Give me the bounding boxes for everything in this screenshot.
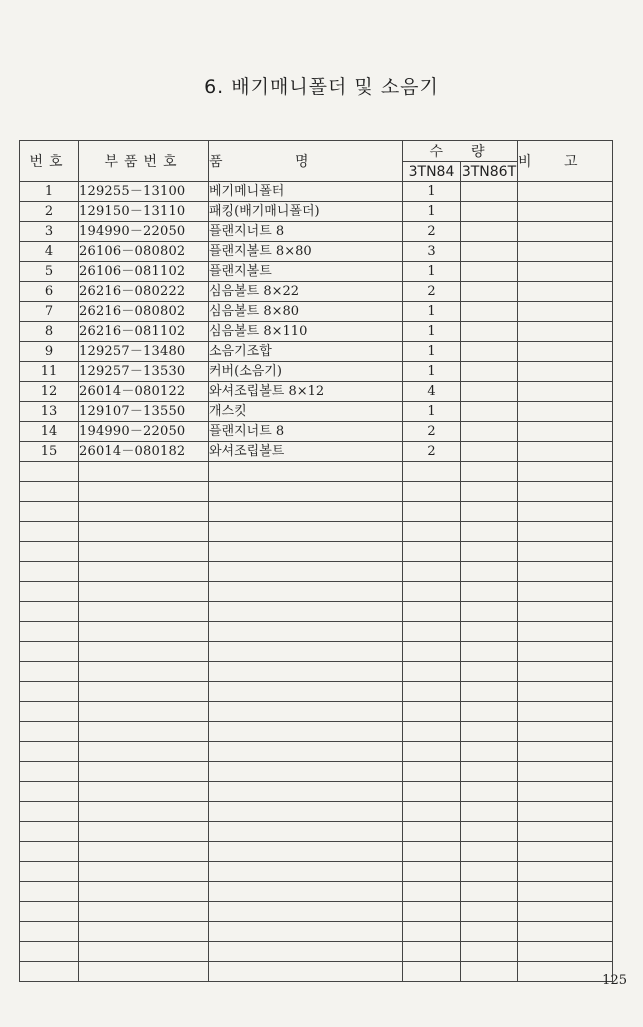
table-row: [20, 242, 613, 262]
cell-qty-3tn86t: [461, 822, 518, 842]
cell-part-number: [79, 802, 209, 822]
cell-remark: [518, 342, 613, 362]
cell-qty-3tn84: [403, 862, 461, 882]
cell-qty-3tn84: [403, 642, 461, 662]
cell-remark: [518, 262, 613, 282]
cell-part-number: 129257－13480: [79, 342, 209, 362]
cell-qty-3tn86t: [461, 642, 518, 662]
cell-no: 6: [20, 282, 79, 302]
cell-part-name: [209, 682, 403, 702]
cell-remark: [518, 422, 613, 442]
cell-remark: [518, 882, 613, 902]
header-no: 번호: [20, 141, 79, 182]
cell-part-name: [209, 962, 403, 982]
cell-qty-3tn84: [403, 582, 461, 602]
cell-remark: [518, 542, 613, 562]
cell-qty-3tn86t: [461, 702, 518, 722]
cell-part-number: [79, 682, 209, 702]
cell-part-name: 플랜지볼트 8×80: [209, 242, 403, 262]
cell-part-name: [209, 522, 403, 542]
cell-qty-3tn84: [403, 682, 461, 702]
table-row-empty: [20, 742, 613, 762]
cell-part-number: 26216－081102: [79, 322, 209, 342]
cell-no: [20, 882, 79, 902]
cell-qty-3tn86t: [461, 742, 518, 762]
cell-qty-3tn84: 1: [403, 302, 461, 322]
cell-no: [20, 762, 79, 782]
cell-part-number: [79, 642, 209, 662]
cell-qty-3tn86t: [461, 662, 518, 682]
header-part-name-b: 명: [295, 154, 309, 170]
table-row: [20, 182, 613, 202]
cell-remark: [518, 402, 613, 422]
cell-part-name: 심음볼트 8×80: [209, 302, 403, 322]
cell-part-number: [79, 822, 209, 842]
cell-remark: [518, 822, 613, 842]
cell-no: 7: [20, 302, 79, 322]
cell-part-number: 129150－13110: [79, 202, 209, 222]
cell-part-number: [79, 662, 209, 682]
cell-part-name: [209, 582, 403, 602]
cell-part-name: [209, 902, 403, 922]
cell-part-number: [79, 762, 209, 782]
cell-qty-3tn84: [403, 922, 461, 942]
cell-qty-3tn84: [403, 462, 461, 482]
cell-part-name: 심음볼트 8×22: [209, 282, 403, 302]
cell-qty-3tn84: [403, 782, 461, 802]
table-row-empty: [20, 582, 613, 602]
cell-part-number: [79, 782, 209, 802]
cell-part-name: [209, 482, 403, 502]
table-row: [20, 382, 613, 402]
cell-remark: [518, 602, 613, 622]
header-remark-b: 고: [564, 154, 578, 170]
cell-part-number: 26106－081102: [79, 262, 209, 282]
cell-remark: [518, 502, 613, 522]
cell-part-number: [79, 942, 209, 962]
cell-qty-3tn86t: [461, 182, 518, 202]
cell-remark: [518, 782, 613, 802]
cell-no: [20, 722, 79, 742]
table-row-empty: [20, 862, 613, 882]
table-row: [20, 442, 613, 462]
cell-qty-3tn84: [403, 902, 461, 922]
cell-part-number: [79, 462, 209, 482]
cell-no: [20, 582, 79, 602]
table-row: [20, 342, 613, 362]
cell-part-number: [79, 862, 209, 882]
cell-part-name: [209, 462, 403, 482]
table-row-empty: [20, 722, 613, 742]
cell-part-name: [209, 662, 403, 682]
cell-part-name: [209, 782, 403, 802]
header-part-name: [209, 141, 403, 182]
cell-remark: [518, 182, 613, 202]
cell-qty-3tn86t: [461, 922, 518, 942]
table-row-empty: [20, 842, 613, 862]
cell-qty-3tn86t: [461, 762, 518, 782]
cell-part-number: [79, 902, 209, 922]
cell-qty-3tn86t: [461, 422, 518, 442]
cell-remark: [518, 582, 613, 602]
table-row-empty: [20, 902, 613, 922]
cell-part-name: 와셔조립볼트: [209, 442, 403, 462]
cell-no: [20, 542, 79, 562]
table-row-empty: [20, 502, 613, 522]
cell-no: [20, 842, 79, 862]
cell-qty-3tn86t: [461, 302, 518, 322]
cell-qty-3tn86t: [461, 282, 518, 302]
cell-remark: [518, 322, 613, 342]
table-row-empty: [20, 662, 613, 682]
cell-remark: [518, 642, 613, 662]
cell-qty-3tn84: [403, 602, 461, 622]
cell-remark: [518, 482, 613, 502]
cell-part-number: [79, 742, 209, 762]
header-model-3tn86t: 3TN86T: [461, 163, 517, 180]
table-row-empty: [20, 642, 613, 662]
cell-part-name: 베기메니폴터: [209, 182, 403, 202]
cell-part-number: 26014－080182: [79, 442, 209, 462]
cell-no: 15: [20, 442, 79, 462]
cell-qty-3tn86t: [461, 262, 518, 282]
cell-remark: [518, 382, 613, 402]
table-row-empty: [20, 622, 613, 642]
cell-no: [20, 622, 79, 642]
cell-qty-3tn86t: [461, 382, 518, 402]
cell-part-number: 26014－080122: [79, 382, 209, 402]
table-row: [20, 302, 613, 322]
cell-qty-3tn86t: [461, 622, 518, 642]
cell-remark: [518, 662, 613, 682]
cell-qty-3tn84: [403, 562, 461, 582]
cell-qty-3tn84: [403, 542, 461, 562]
cell-part-number: [79, 522, 209, 542]
cell-qty-3tn84: 1: [403, 202, 461, 222]
cell-part-name: [209, 762, 403, 782]
cell-part-number: 129107－13550: [79, 402, 209, 422]
cell-qty-3tn86t: [461, 242, 518, 262]
cell-part-number: 129257－13530: [79, 362, 209, 382]
cell-no: [20, 682, 79, 702]
cell-qty-3tn86t: [461, 442, 518, 462]
cell-no: 2: [20, 202, 79, 222]
cell-remark: [518, 362, 613, 382]
cell-remark: [518, 222, 613, 242]
cell-no: 1: [20, 182, 79, 202]
header-part-number: 부품번호: [79, 141, 209, 182]
cell-qty-3tn86t: [461, 582, 518, 602]
cell-part-number: [79, 962, 209, 982]
cell-part-number: 26216－080802: [79, 302, 209, 322]
cell-part-number: [79, 582, 209, 602]
cell-part-name: 심음볼트 8×110: [209, 322, 403, 342]
cell-part-name: 개스킷: [209, 402, 403, 422]
cell-qty-3tn84: [403, 662, 461, 682]
cell-qty-3tn86t: [461, 722, 518, 742]
cell-no: [20, 562, 79, 582]
table-row-empty: [20, 882, 613, 902]
cell-no: [20, 862, 79, 882]
table-row-empty: [20, 602, 613, 622]
header-model-3tn84: 3TN84: [403, 162, 461, 182]
cell-qty-3tn86t: [461, 542, 518, 562]
cell-no: [20, 662, 79, 682]
table-row: [20, 222, 613, 242]
cell-no: 12: [20, 382, 79, 402]
cell-no: [20, 902, 79, 922]
table-row-empty: [20, 542, 613, 562]
cell-part-number: 194990－22050: [79, 422, 209, 442]
cell-part-name: [209, 542, 403, 562]
cell-qty-3tn84: [403, 622, 461, 642]
cell-no: 4: [20, 242, 79, 262]
cell-part-name: [209, 922, 403, 942]
cell-part-number: [79, 882, 209, 902]
cell-part-number: [79, 702, 209, 722]
cell-remark: [518, 622, 613, 642]
cell-qty-3tn86t: [461, 682, 518, 702]
table-row-empty: [20, 762, 613, 782]
parts-table-body: [20, 182, 613, 982]
cell-no: 14: [20, 422, 79, 442]
cell-part-number: [79, 602, 209, 622]
cell-part-name: [209, 862, 403, 882]
cell-no: [20, 942, 79, 962]
cell-part-name: [209, 802, 403, 822]
cell-remark: [518, 742, 613, 762]
table-row: [20, 202, 613, 222]
table-row: [20, 362, 613, 382]
cell-qty-3tn86t: [461, 522, 518, 542]
cell-no: [20, 962, 79, 982]
cell-remark: [518, 922, 613, 942]
cell-qty-3tn86t: [461, 402, 518, 422]
cell-qty-3tn86t: [461, 502, 518, 522]
cell-qty-3tn84: 1: [403, 262, 461, 282]
cell-part-name: [209, 602, 403, 622]
cell-no: 11: [20, 362, 79, 382]
table-row-empty: [20, 562, 613, 582]
cell-qty-3tn86t: [461, 782, 518, 802]
cell-qty-3tn84: 1: [403, 362, 461, 382]
cell-qty-3tn86t: [461, 342, 518, 362]
cell-qty-3tn84: [403, 522, 461, 542]
cell-part-name: [209, 702, 403, 722]
page-number: 125: [602, 973, 627, 988]
cell-no: [20, 742, 79, 762]
cell-no: [20, 642, 79, 662]
cell-qty-3tn84: 1: [403, 322, 461, 342]
cell-remark: [518, 722, 613, 742]
table-row: [20, 322, 613, 342]
cell-part-name: [209, 742, 403, 762]
table-row-empty: [20, 482, 613, 502]
cell-part-name: 플랜지너트 8: [209, 422, 403, 442]
cell-qty-3tn86t: [461, 202, 518, 222]
table-row: [20, 422, 613, 442]
cell-qty-3tn84: [403, 702, 461, 722]
table-row-empty: [20, 462, 613, 482]
table-row-empty: [20, 962, 613, 982]
cell-part-name: [209, 882, 403, 902]
cell-qty-3tn84: [403, 742, 461, 762]
table-row-empty: [20, 682, 613, 702]
cell-no: 9: [20, 342, 79, 362]
cell-part-name: 소음기조합: [209, 342, 403, 362]
cell-part-name: [209, 642, 403, 662]
cell-no: 8: [20, 322, 79, 342]
cell-remark: [518, 282, 613, 302]
table-row-empty: [20, 802, 613, 822]
header-part-name-a: 품: [209, 154, 223, 170]
cell-qty-3tn84: 1: [403, 342, 461, 362]
cell-part-name: [209, 822, 403, 842]
cell-qty-3tn84: [403, 502, 461, 522]
cell-qty-3tn84: 2: [403, 422, 461, 442]
header-remark-a: 비: [518, 154, 532, 170]
cell-remark: [518, 682, 613, 702]
cell-no: [20, 482, 79, 502]
cell-no: [20, 462, 79, 482]
cell-qty-3tn84: 1: [403, 402, 461, 422]
cell-qty-3tn86t: [461, 942, 518, 962]
cell-remark: [518, 702, 613, 722]
cell-qty-3tn86t: [461, 862, 518, 882]
cell-remark: [518, 202, 613, 222]
cell-part-number: [79, 922, 209, 942]
cell-remark: [518, 302, 613, 322]
cell-part-name: 와셔조립볼트 8×12: [209, 382, 403, 402]
cell-no: [20, 802, 79, 822]
cell-no: 13: [20, 402, 79, 422]
parts-table: [19, 140, 613, 982]
cell-part-number: [79, 722, 209, 742]
cell-part-number: [79, 562, 209, 582]
cell-part-name: [209, 562, 403, 582]
cell-part-name: [209, 722, 403, 742]
cell-qty-3tn84: [403, 942, 461, 962]
cell-remark: [518, 902, 613, 922]
cell-qty-3tn86t: [461, 902, 518, 922]
cell-remark: [518, 962, 613, 982]
cell-no: 3: [20, 222, 79, 242]
table-row-empty: [20, 822, 613, 842]
cell-no: [20, 922, 79, 942]
cell-no: [20, 782, 79, 802]
cell-part-number: [79, 622, 209, 642]
cell-no: [20, 602, 79, 622]
cell-qty-3tn84: 3: [403, 242, 461, 262]
cell-qty-3tn84: [403, 722, 461, 742]
header-remark: [518, 141, 613, 182]
cell-qty-3tn84: 4: [403, 382, 461, 402]
cell-remark: [518, 762, 613, 782]
cell-remark: [518, 522, 613, 542]
table-row: [20, 262, 613, 282]
cell-qty-3tn84: [403, 762, 461, 782]
cell-remark: [518, 562, 613, 582]
cell-qty-3tn84: 2: [403, 282, 461, 302]
cell-part-name: [209, 502, 403, 522]
cell-qty-3tn86t: [461, 802, 518, 822]
cell-qty-3tn86t: [461, 482, 518, 502]
cell-qty-3tn84: [403, 822, 461, 842]
cell-part-name: 플랜지볼트: [209, 262, 403, 282]
cell-remark: [518, 802, 613, 822]
cell-part-name: 패킹(배기매니폴더): [209, 202, 403, 222]
header-quantity: 수량: [403, 141, 518, 162]
cell-remark: [518, 442, 613, 462]
cell-no: [20, 822, 79, 842]
cell-no: [20, 702, 79, 722]
cell-qty-3tn86t: [461, 362, 518, 382]
cell-qty-3tn86t: [461, 842, 518, 862]
cell-part-name: 커버(소음기): [209, 362, 403, 382]
cell-remark: [518, 842, 613, 862]
cell-qty-3tn84: [403, 842, 461, 862]
cell-remark: [518, 862, 613, 882]
table-row: [20, 402, 613, 422]
table-row: [20, 282, 613, 302]
cell-qty-3tn84: [403, 802, 461, 822]
table-row-empty: [20, 922, 613, 942]
cell-part-number: 194990－22050: [79, 222, 209, 242]
cell-qty-3tn86t: [461, 462, 518, 482]
cell-part-number: 26216－080222: [79, 282, 209, 302]
cell-part-number: [79, 502, 209, 522]
cell-part-number: [79, 542, 209, 562]
cell-no: [20, 502, 79, 522]
cell-qty-3tn86t: [461, 602, 518, 622]
cell-part-number: [79, 482, 209, 502]
cell-part-name: [209, 842, 403, 862]
cell-remark: [518, 462, 613, 482]
cell-qty-3tn84: 1: [403, 182, 461, 202]
cell-part-name: [209, 942, 403, 962]
cell-qty-3tn84: [403, 882, 461, 902]
page-title: 6. 배기매니폴더 및 소음기: [204, 76, 439, 98]
cell-remark: [518, 242, 613, 262]
table-row-empty: [20, 942, 613, 962]
cell-qty-3tn84: [403, 962, 461, 982]
table-row-empty: [20, 702, 613, 722]
table-row-empty: [20, 782, 613, 802]
cell-qty-3tn86t: [461, 562, 518, 582]
cell-qty-3tn84: 2: [403, 442, 461, 462]
cell-part-number: [79, 842, 209, 862]
cell-qty-3tn86t: [461, 882, 518, 902]
cell-part-name: 플랜지너트 8: [209, 222, 403, 242]
cell-qty-3tn86t: [461, 222, 518, 242]
cell-part-number: 129255－13100: [79, 182, 209, 202]
cell-qty-3tn84: [403, 482, 461, 502]
cell-remark: [518, 942, 613, 962]
cell-part-number: 26106－080802: [79, 242, 209, 262]
table-row-empty: [20, 522, 613, 542]
cell-qty-3tn84: 2: [403, 222, 461, 242]
cell-part-name: [209, 622, 403, 642]
cell-no: [20, 522, 79, 542]
cell-qty-3tn86t: [461, 962, 518, 982]
cell-qty-3tn86t: [461, 322, 518, 342]
cell-no: 5: [20, 262, 79, 282]
